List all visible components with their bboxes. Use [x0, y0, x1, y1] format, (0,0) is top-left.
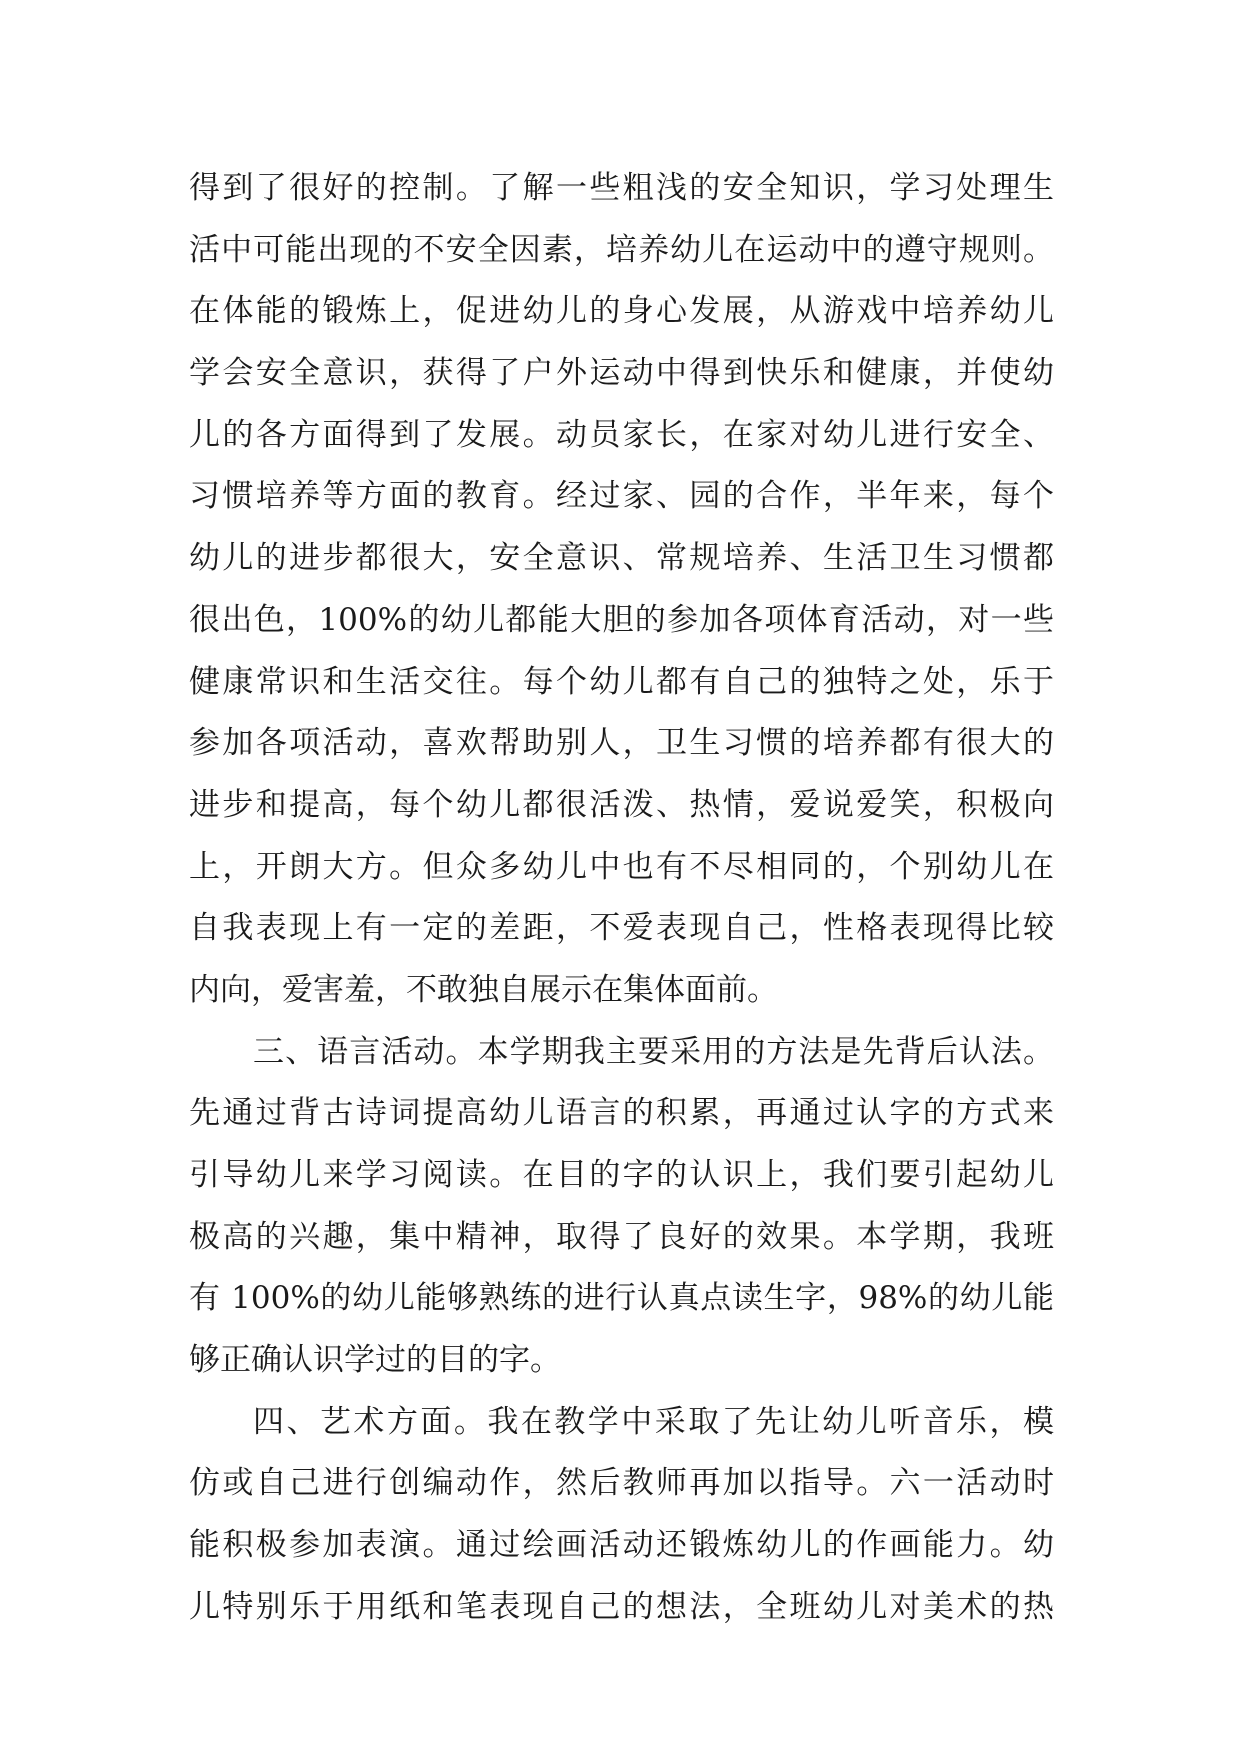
text-line: 儿的各方面得到了发展。动员家长，在家对幼儿进行安全、 — [189, 416, 1054, 453]
text-line: 在体能的锻炼上，促进幼儿的身心发展，从游戏中培养幼儿 — [189, 293, 1054, 330]
paragraph-start-line: 三、语言活动。本学期我主要采用的方法是先背后认法。 — [253, 1033, 1054, 1070]
paragraph-start-line: 四、艺术方面。我在教学中采取了先让幼儿听音乐，模 — [253, 1403, 1054, 1440]
paragraph-end-line: 内向，爱害羞，不敢独自展示在集体面前。 — [189, 971, 778, 1008]
text-line: 习惯培养等方面的教育。经过家、园的合作，半年来，每个 — [189, 478, 1054, 515]
text-line: 自我表现上有一定的差距，不爱表现自己，性格表现得比较 — [189, 910, 1054, 947]
text-line: 进步和提高，每个幼儿都很活泼、热情，爱说爱笑，积极向 — [189, 786, 1054, 823]
text-line: 上，开朗大方。但众多幼儿中也有不尽相同的，个别幼儿在 — [189, 848, 1054, 885]
text-line: 很出色，100%的幼儿都能大胆的参加各项体育活动，对一些 — [189, 601, 1054, 638]
text-line: 参加各项活动，喜欢帮助别人，卫生习惯的培养都有很大的 — [189, 725, 1054, 762]
document-body — [189, 158, 1054, 1639]
paragraph-end-line: 够正确认识学过的目的字。 — [189, 1342, 561, 1379]
text-line: 极高的兴趣，集中精神，取得了良好的效果。本学期，我班 — [189, 1218, 1054, 1255]
text-line: 有 100%的幼儿能够熟练的进行认真点读生字，98%的幼儿能 — [189, 1280, 1054, 1317]
text-line: 儿特别乐于用纸和笔表现自己的想法，全班幼儿对美术的热 — [189, 1588, 1054, 1625]
text-line: 活中可能出现的不安全因素，培养幼儿在运动中的遵守规则。 — [189, 231, 1054, 268]
text-line: 幼儿的进步都很大，安全意识、常规培养、生活卫生习惯都 — [189, 540, 1054, 577]
text-line: 学会安全意识，获得了户外运动中得到快乐和健康，并使幼 — [189, 355, 1054, 392]
text-line: 能积极参加表演。通过绘画活动还锻炼幼儿的作画能力。幼 — [189, 1527, 1054, 1564]
text-line: 先通过背古诗词提高幼儿语言的积累，再通过认字的方式来 — [189, 1095, 1054, 1132]
text-line: 仿或自己进行创编动作，然后教师再加以指导。六一活动时 — [189, 1465, 1054, 1502]
text-line: 健康常识和生活交往。每个幼儿都有自己的独特之处，乐于 — [189, 663, 1054, 700]
text-line: 得到了很好的控制。了解一些粗浅的安全知识，学习处理生 — [189, 170, 1054, 206]
text-line: 引导幼儿来学习阅读。在目的字的认识上，我们要引起幼儿 — [189, 1157, 1054, 1193]
